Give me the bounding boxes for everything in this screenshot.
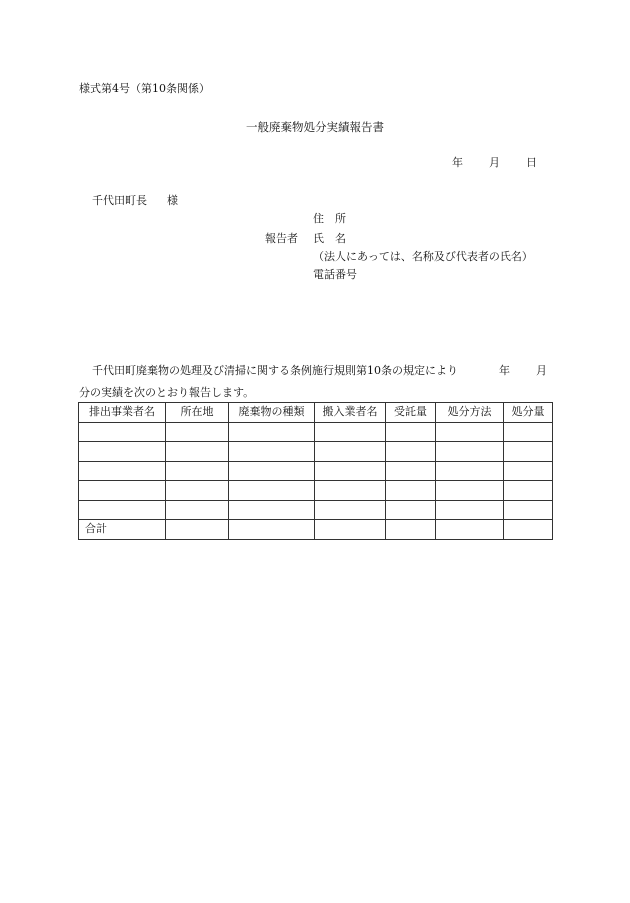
table-cell[interactable] bbox=[436, 520, 504, 540]
table-row bbox=[79, 461, 553, 481]
table-cell[interactable] bbox=[166, 422, 229, 442]
table-cell[interactable] bbox=[315, 500, 386, 520]
table-cell[interactable] bbox=[436, 500, 504, 520]
table-cell[interactable] bbox=[386, 520, 436, 540]
table-cell[interactable] bbox=[229, 422, 315, 442]
table-cell[interactable] bbox=[436, 422, 504, 442]
header-received-amount: 受託量 bbox=[386, 403, 436, 423]
table-cell[interactable] bbox=[436, 481, 504, 501]
table-cell[interactable] bbox=[504, 481, 553, 501]
table-cell[interactable] bbox=[229, 461, 315, 481]
table-cell[interactable] bbox=[386, 500, 436, 520]
header-location: 所在地 bbox=[166, 403, 229, 423]
date-year-label: 年 bbox=[452, 156, 463, 169]
table-row bbox=[79, 422, 553, 442]
header-waste-type: 廃棄物の種類 bbox=[229, 403, 315, 423]
table-cell[interactable] bbox=[79, 500, 166, 520]
reporter-address-label: 住 所 bbox=[313, 212, 346, 225]
table-cell[interactable] bbox=[504, 461, 553, 481]
header-disposal-method: 処分方法 bbox=[436, 403, 504, 423]
body-text-line-2: 分の実績を次のとおり報告します。 bbox=[79, 386, 255, 399]
body-text-line-1: 千代田町廃棄物の処理及び清掃に関する条例施行規則第10条の規定により bbox=[92, 364, 458, 377]
header-generator-name: 排出事業者名 bbox=[79, 403, 166, 423]
reporter-label: 報告者 bbox=[265, 232, 298, 245]
addressee-name: 千代田町長 bbox=[92, 194, 147, 207]
report-table bbox=[78, 402, 553, 540]
addressee bbox=[92, 194, 178, 208]
body-month-label: 月 bbox=[536, 364, 547, 377]
table-cell[interactable] bbox=[386, 481, 436, 501]
date-month-label: 月 bbox=[489, 156, 500, 169]
table-cell[interactable] bbox=[315, 461, 386, 481]
table-cell[interactable] bbox=[229, 481, 315, 501]
table-cell[interactable] bbox=[386, 442, 436, 462]
table-cell[interactable] bbox=[166, 461, 229, 481]
table-cell[interactable] bbox=[166, 500, 229, 520]
table-cell[interactable] bbox=[229, 500, 315, 520]
table-cell[interactable] bbox=[504, 422, 553, 442]
table-row bbox=[79, 442, 553, 462]
document-title: 一般廃棄物処分実績報告書 bbox=[246, 120, 384, 134]
table-cell[interactable] bbox=[436, 442, 504, 462]
table-cell[interactable] bbox=[79, 461, 166, 481]
table-cell[interactable] bbox=[229, 442, 315, 462]
form-number: 様式第4号（第10条関係） bbox=[79, 82, 210, 95]
addressee-honorific: 様 bbox=[167, 194, 178, 207]
table-cell[interactable] bbox=[504, 520, 553, 540]
table-row bbox=[79, 500, 553, 520]
table-cell[interactable] bbox=[166, 520, 229, 540]
reporter-corporate-note: （法人にあっては、名称及び代表者の氏名） bbox=[313, 250, 533, 263]
table-cell[interactable] bbox=[436, 461, 504, 481]
table-cell[interactable] bbox=[166, 481, 229, 501]
table-cell[interactable] bbox=[504, 442, 553, 462]
header-transporter-name: 搬入業者名 bbox=[315, 403, 386, 423]
table-cell[interactable] bbox=[315, 422, 386, 442]
table-cell[interactable] bbox=[79, 442, 166, 462]
table-cell[interactable] bbox=[229, 520, 315, 540]
table-cell[interactable] bbox=[166, 442, 229, 462]
table-cell[interactable] bbox=[315, 520, 386, 540]
table-cell[interactable] bbox=[386, 461, 436, 481]
table-cell[interactable] bbox=[79, 481, 166, 501]
reporter-name-label: 氏 名 bbox=[313, 232, 346, 245]
table-row bbox=[79, 481, 553, 501]
table-header-row bbox=[79, 403, 553, 423]
header-disposal-amount: 処分量 bbox=[504, 403, 553, 423]
date-line bbox=[452, 156, 537, 170]
date-day-label: 日 bbox=[526, 156, 537, 169]
table-total-row bbox=[79, 520, 553, 540]
body-year-label: 年 bbox=[499, 364, 510, 377]
table-cell[interactable] bbox=[386, 422, 436, 442]
total-label: 合計 bbox=[79, 520, 166, 540]
table-cell[interactable] bbox=[79, 422, 166, 442]
table-cell[interactable] bbox=[315, 442, 386, 462]
reporter-phone-label: 電話番号 bbox=[313, 268, 357, 281]
table-cell[interactable] bbox=[504, 500, 553, 520]
table-cell[interactable] bbox=[315, 481, 386, 501]
